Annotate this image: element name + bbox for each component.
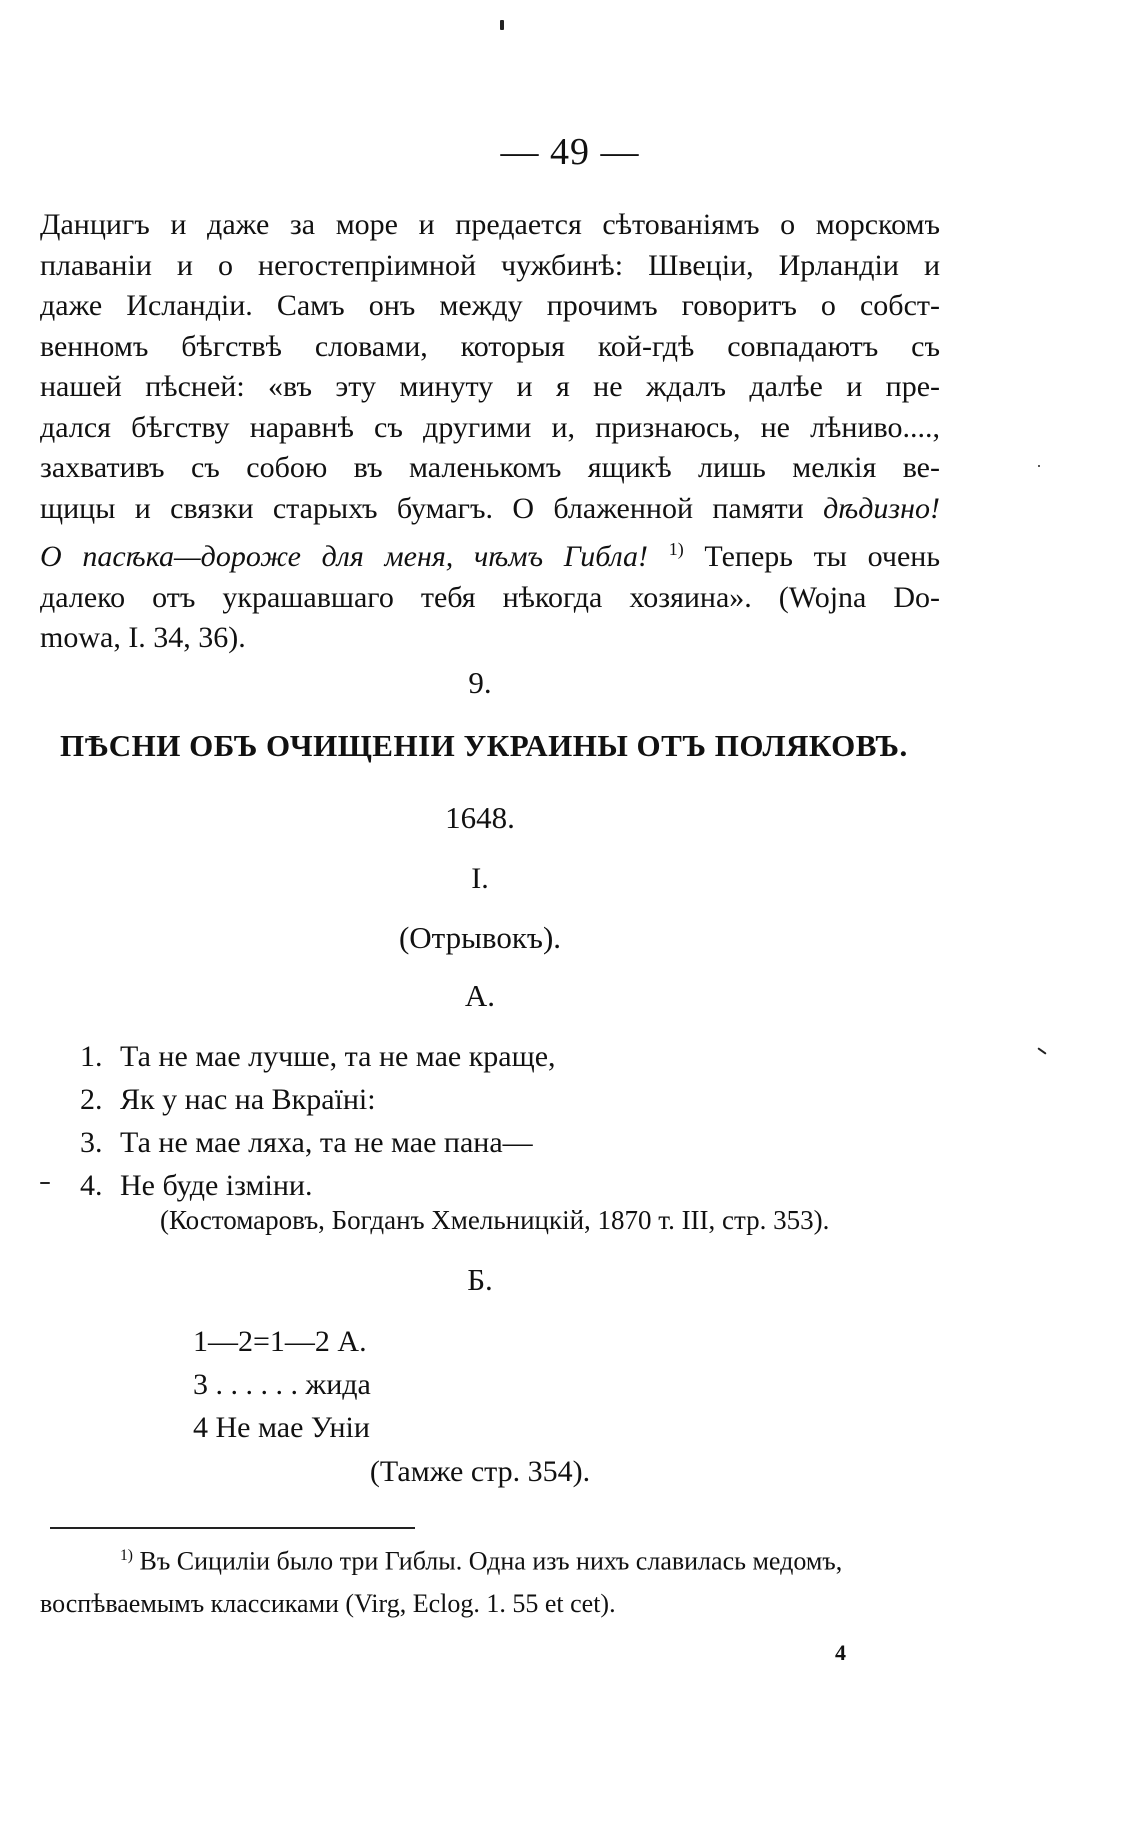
footnote: [40, 1535, 930, 1625]
citation-a: (Костомаровъ, Богданъ Хмельницкій, 1870 т. III, стр. 353).: [160, 1205, 830, 1235]
citation-b: (Тамже стр. 354).: [369, 1455, 591, 1488]
footnote-marker: 1): [120, 1547, 133, 1564]
paragraph-line: mowa, I. 34, 36).: [40, 621, 246, 654]
footnote-divider: [50, 1527, 415, 1529]
body-paragraph: [40, 205, 940, 659]
page-number: — 49 —: [500, 131, 640, 173]
ink-speck: [1037, 1047, 1046, 1054]
footnote-line: [40, 1535, 930, 1583]
paragraph-line-text: щицы и связки старыхъ бумагъ. О блаженной памяти: [40, 491, 804, 525]
paragraph-line: плаваніи и о негостепріимной чужбинѣ: Швеціи, Ирландіи и: [40, 248, 940, 282]
verse-list: [80, 1035, 556, 1207]
fragment-label: (Отрывокъ).: [398, 920, 562, 955]
paragraph-line-text: Теперь ты очень: [704, 540, 941, 573]
verse-number: 1.: [80, 1040, 103, 1073]
footnote-text: Въ Сициліи было три Гиблы. Одна изъ нихъ славилась медомъ,: [139, 1546, 843, 1576]
paragraph-line: [40, 529, 940, 578]
paragraph-line: захвативъ съ собою въ маленькомъ ящикѣ лишь мелкія ве-: [40, 451, 940, 484]
verse-text: Та не мае ляха, та не мае пана—: [120, 1126, 533, 1159]
verse-line: [80, 1164, 556, 1207]
variant-a-label: А.: [464, 978, 496, 1013]
verse-text: Як у нас на Вкраїні:: [120, 1083, 376, 1116]
ink-speck: [500, 20, 504, 30]
part-number: I.: [471, 862, 489, 895]
section-year: 1648.: [445, 800, 515, 835]
verse-line: [80, 1078, 556, 1121]
paragraph-line: дался бѣгству наравнѣ съ другими и, признаюсь, не лѣниво....,: [40, 410, 940, 444]
ink-speck: [1038, 465, 1040, 467]
variant-line: 1—2=1—2 А.: [193, 1325, 367, 1358]
verse-text: Не буде ізміни.: [120, 1169, 313, 1202]
paragraph-line: венномъ бѣгствѣ словами, которыя кой-гдѣ совпадаютъ съ: [40, 329, 940, 363]
section-title: ПѢСНИ ОБЪ ОЧИЩЕНІИ УКРАИНЫ ОТЪ ПОЛЯКОВЪ.: [60, 728, 908, 763]
ink-speck: [40, 1182, 50, 1184]
footnote-line: воспѣваемымъ классиками (Virg, Eclog. 1. 55 et cet).: [40, 1588, 616, 1618]
verse-number: 3.: [80, 1126, 103, 1159]
variant-line-text: 3 . . . . . . жида: [193, 1368, 371, 1401]
italic-quote: дѣдизно!: [823, 491, 941, 525]
verse-text: Та не мае лучше, та не мае краще,: [120, 1040, 556, 1073]
italic-quote: О пасѣка—дороже для меня, чѣмъ Гибла!: [40, 540, 649, 573]
verse-number: 4.: [80, 1169, 103, 1202]
verse-line: [80, 1121, 556, 1164]
verse-line: [80, 1035, 556, 1078]
variant-b-label: Б.: [467, 1262, 493, 1297]
variant-b-list: [193, 1320, 371, 1449]
variant-line: [193, 1363, 371, 1406]
paragraph-line: [40, 489, 940, 530]
signature-mark: 4: [835, 1640, 846, 1665]
paragraph-line: Данцигъ и даже за море и предается сѣтованіямъ о морскомъ: [40, 208, 940, 241]
footnote-ref: 1): [668, 539, 684, 559]
section-number: 9.: [468, 665, 492, 700]
variant-line: 4 Не мае Унiи: [193, 1411, 370, 1444]
paragraph-line: даже Исландіи. Самъ онъ между прочимъ говоритъ о собст-: [40, 289, 940, 322]
paragraph-line: далеко отъ украшавшаго тебя нѣкогда хозяина». (Wojna Do-: [40, 580, 940, 614]
paragraph-line: нашей пѣсней: «въ эту минуту и я не ждалъ далѣе и пре-: [40, 370, 940, 403]
verse-number: 2.: [80, 1083, 103, 1116]
